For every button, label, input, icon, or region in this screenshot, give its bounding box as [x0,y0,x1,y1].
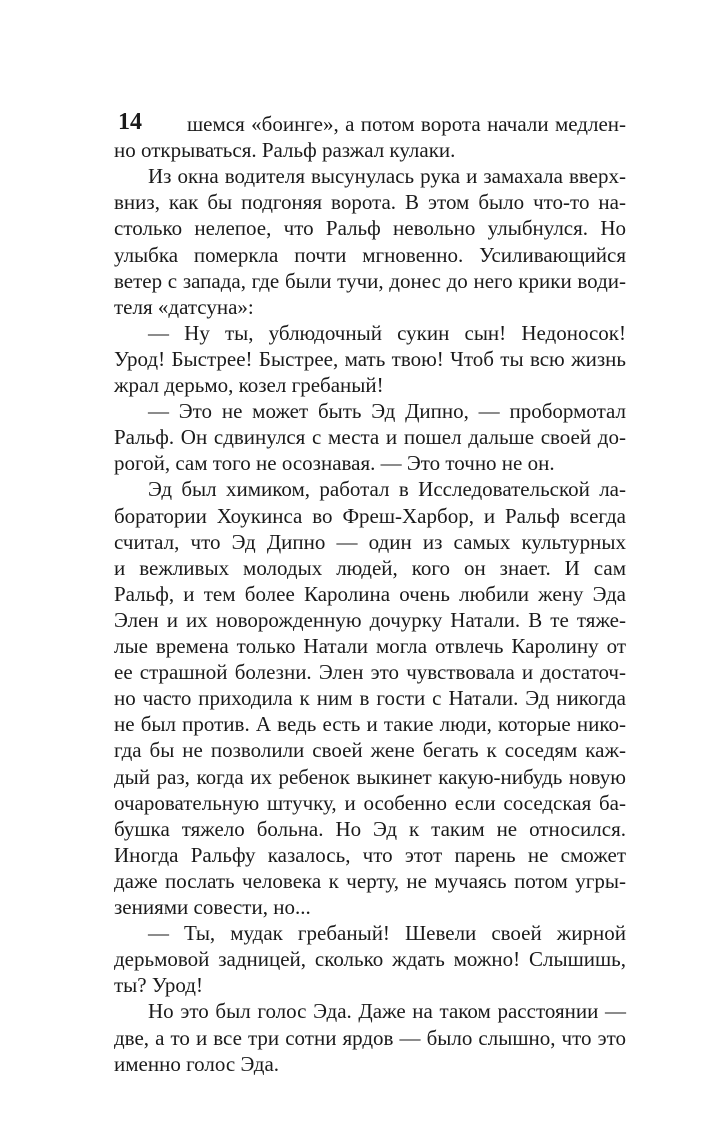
text-line: очаровательную штучку, и особенно если соседская ба- [114,790,626,815]
text-line: улыбка померкла почти мгновенно. Усиливающийся [114,242,626,267]
text-line: жрал дерьмо, козел гребаный! [114,373,384,397]
text-line: лые времена только Натали могла отвлечь Каролину от [114,634,626,658]
text-line: рогой, сам того не осознавая. — Это точно не он. [114,451,555,476]
text-line: ее страшной болезни. Элен это чувствовала и достаточ- [114,660,626,685]
text-line: считал, что Эд Дипно — один из самых культурных [114,529,626,554]
text-line: — Ну ты, ублюдочный сукин сын! Недоносок! [148,320,626,345]
text-line: Урод! Быстрее! Быстрее, мать твою! Чтоб ты всю жизнь [114,346,626,371]
text-line: ты? Урод! [114,973,203,998]
text-line: теля «датсуна»: [114,294,254,319]
text-line: Эд был химиком, работал в Исследовательской ла- [148,477,626,502]
text-line: но открываться. Ральф разжал кулаки. [114,138,456,163]
text-line: Из окна водителя высунулась рука и замахала вверх- [148,164,626,189]
text-line: но часто приходила к ним в гости с Натали. Эд никогда [114,686,626,711]
text-line: дый раз, когда их ребенок выкинет какую-нибудь новую [114,764,626,789]
text-line: зениями совести, но... [114,895,311,919]
text-line: именно голос Эда. [114,1051,280,1076]
text-line: Ральф, и тем более Каролина очень любили жену Эда [114,581,626,606]
text-line: шемся «боинге», а потом ворота начали медлен- [187,112,626,136]
text-line: и вежливых молодых людей, кого он знает. И сам [114,555,626,580]
text-line: не был против. А ведь есть и такие люди, которые нико- [114,712,626,737]
text-line: гда бы не позволили своей жене бегать к соседям каж- [114,738,626,763]
text-line: столько нелепое, что Ральф невольно улыбнулся. Но [114,216,626,241]
page-number: 14 [118,109,142,135]
text-line: ветер с запада, где были тучи, донес до него крики води- [114,268,626,293]
text-line: бушка тяжело больна. Но Эд к таким не относился. [114,816,626,841]
text-line: дерьмовой задницей, сколько ждать можно! Слышишь, [114,947,626,972]
text-line: Ральф. Он сдвинулся с места и пошел дальше своей до- [114,425,626,450]
text-line: — Ты, мудак гребаный! Шевели своей жирной [148,921,626,946]
text-line: Элен и их новорожденную дочурку Натали. В те тяже- [114,607,626,632]
text-line: — Это не может быть Эд Дипно, — пробормотал [148,399,626,424]
text-line: вниз, как бы подгоняя ворота. В этом было что-то на- [114,190,626,215]
text-line: боратории Хоукинса во Фреш-Харбор, и Ральф всегда [114,503,626,528]
text-line: даже послать человека к черту, не мучаясь потом угры- [114,868,626,893]
text-line: Иногда Ральфу казалось, что этот парень не сможет [114,842,626,867]
text-line: две, а то и все три сотни ярдов — было слышно, что это [114,1025,626,1050]
text-line: Но это был голос Эда. Даже на таком расстоянии — [148,999,626,1024]
